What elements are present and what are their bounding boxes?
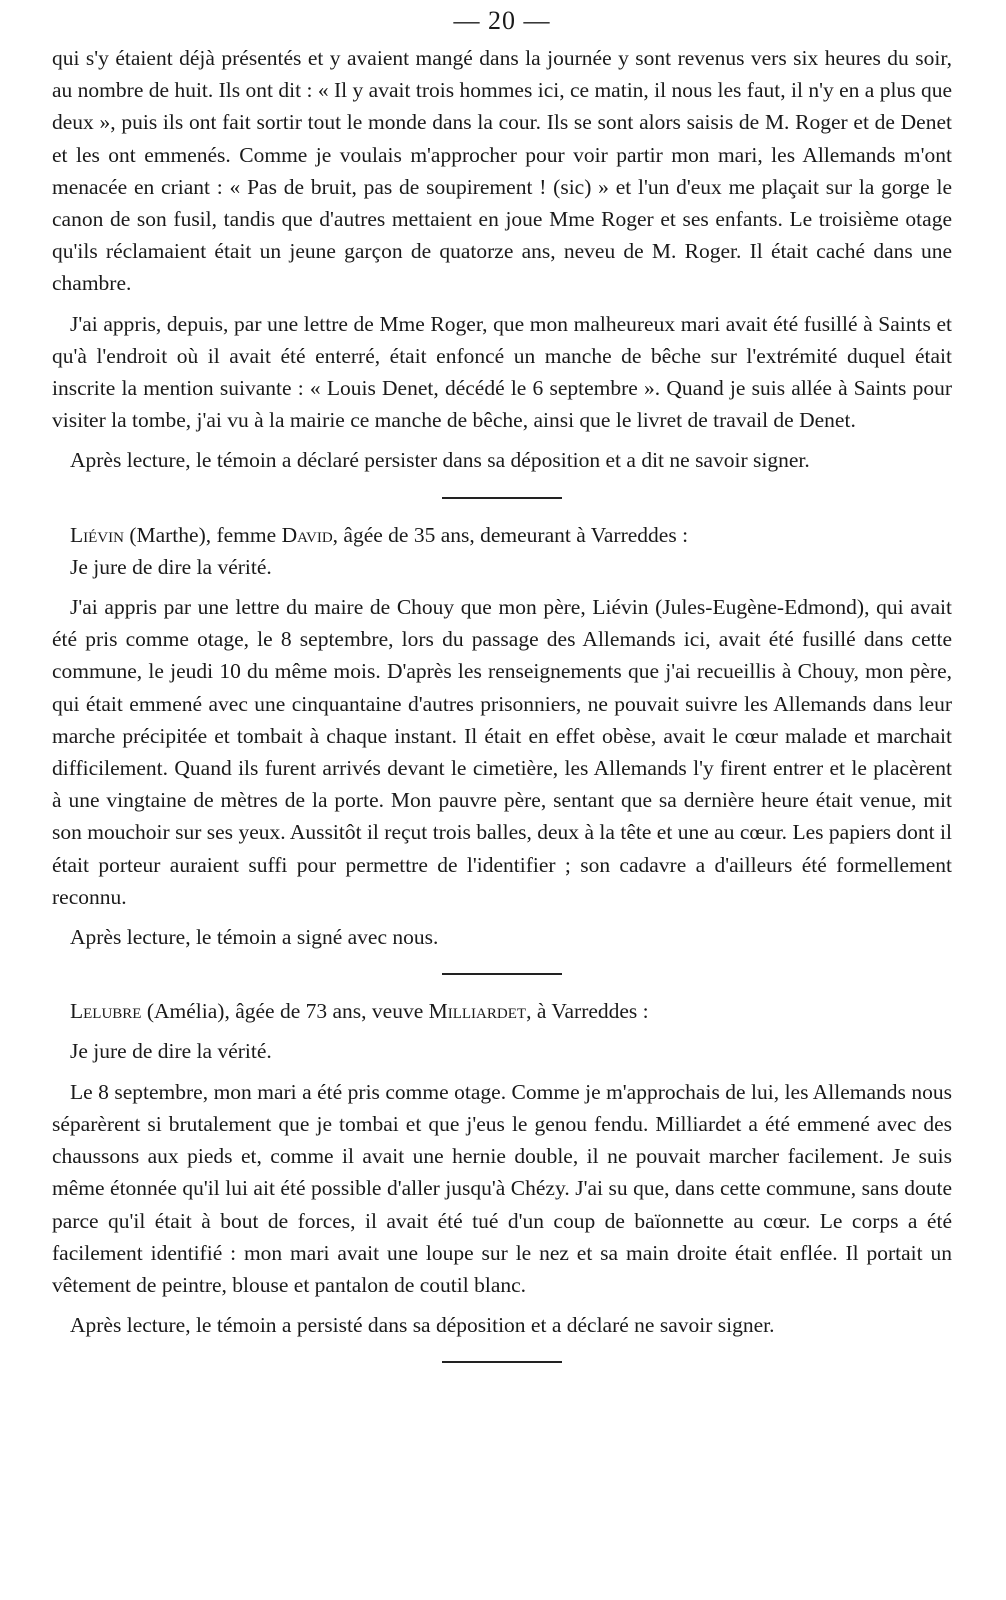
- oath-line: Je jure de dire la vérité.: [70, 554, 272, 579]
- witness-header-tail: , à Varreddes :: [526, 999, 649, 1024]
- oath-line: Je jure de dire la vérité.: [70, 1039, 272, 1064]
- witness-header: [52, 995, 952, 1027]
- witness-header-text: (Amélia), âgée de 73 ans, veuve: [141, 999, 429, 1024]
- testimony-paragraph: Le 8 septembre, mon mari a été pris comme otage. Comme je m'approchais de lui, les Allemands nous séparèrent si brutalement que je tombai et que j'eus le genou fendu. Milliardet a été emmené avec des chaussons aux pieds et, comme il avait une hernie double, il ne pouvait marcher facilement. Je suis même étonnée qu'il lui ait été possible d'aller jusqu'à Chézy. J'ai su que, dans cette commune, sans doute parce qu'il était à bout de forces, il avait été tué d'un coup de baïonnette au cœur. Le corps a été facilement identifié : mon mari avait une loupe sur le nez et sa main droite était enflée. Il portait un vêtement de peintre, blouse et pantalon de coutil blanc.: [52, 1079, 952, 1297]
- witness-header: [52, 519, 952, 551]
- testimony-denet: [52, 42, 952, 477]
- witness-header-tail: , âgée de 35 ans, demeurant à Varreddes :: [332, 522, 689, 547]
- testimony-closing: Après lecture, le témoin a signé avec nous.: [70, 925, 439, 950]
- witness-surname: Lelubre: [70, 999, 142, 1024]
- section-divider: [442, 1361, 562, 1363]
- section-divider: [442, 973, 562, 975]
- testimony-lievin: [52, 519, 952, 954]
- section-divider: [442, 497, 562, 499]
- witness-surname: Liévin: [70, 522, 124, 547]
- testimony-paragraph: J'ai appris par une lettre du maire de Chouy que mon père, Liévin (Jules-Eugène-Edmond), qui avait été pris comme otage, le 8 septembre, lors du passage des Allemands ici, avait été fusillé dans cette commune, le jeudi 10 du même mois. D'après les renseignements que j'ai recueillis à Chouy, mon père, qui était emmené avec une cinquantaine d'autres prisonniers, ne pouvait suivre les Allemands dans leur marche précipitée et tombait à chaque instant. Il était en effet obèse, avait le cœur malade et marchait difficilement. Quand ils furent arrivés devant le cimetière, les Allemands l'y firent entrer et le placèrent à une vingtaine de mètres de la porte. Mon pauvre père, sentant que sa dernière heure était venue, mit son mouchoir sur ses yeux. Aussitôt il reçut trois balles, deux à la tête et une au cœur. Les papiers dont il était porteur auraient suffi pour permettre de l'identifier ; son cadavre a d'ailleurs été formellement reconnu.: [52, 595, 952, 909]
- testimony-paragraph: qui s'y étaient déjà présentés et y avaient mangé dans la journée y sont revenus vers six heures du soir, au nombre de huit. Ils ont dit : « Il y avait trois hommes ici, ce matin, il nous les faut, il n'y en a plus que deux », puis ils ont fait sortir tout le monde dans la cour. Ils se sont alors saisis de M. Roger et de Denet et les ont emmenés. Comme je voulais m'approcher pour voir partir mon mari, les Allemands m'ont menacée en criant : « Pas de bruit, pas de soupirement ! (sic) » et l'un d'eux me plaçait sur la gorge le canon de son fusil, tandis que d'autres mettaient en joue Mme Roger et ses enfants. Le troisième otage qu'ils réclamaient était un jeune garçon de quatorze ans, neveu de M. Roger. Il était caché dans une chambre.: [52, 46, 952, 296]
- document-page: [52, 6, 952, 1383]
- witness-married-name: David: [281, 522, 333, 547]
- witness-married-name: Milliardet: [428, 999, 527, 1024]
- testimony-closing: Après lecture, le témoin a déclaré persister dans sa déposition et a dit ne savoir signer.: [70, 448, 810, 473]
- page-number: — 20 —: [453, 6, 551, 35]
- testimony-closing: Après lecture, le témoin a persisté dans sa déposition et a déclaré ne savoir signer.: [70, 1313, 775, 1338]
- witness-header-text: (Marthe), femme: [123, 522, 282, 547]
- testimony-lelubre: [52, 995, 952, 1341]
- testimony-paragraph: J'ai appris, depuis, par une lettre de Mme Roger, que mon malheureux mari avait été fusillé à Saints et qu'à l'endroit où il avait été enterré, était enfoncé un manche de bêche sur l'extrémité duquel était inscrite la mention suivante : « Louis Denet, décédé le 6 septembre ». Quand je suis allée à Saints pour visiter la tombe, j'ai vu à la mairie ce manche de bêche, ainsi que le livret de travail de Denet.: [52, 311, 952, 433]
